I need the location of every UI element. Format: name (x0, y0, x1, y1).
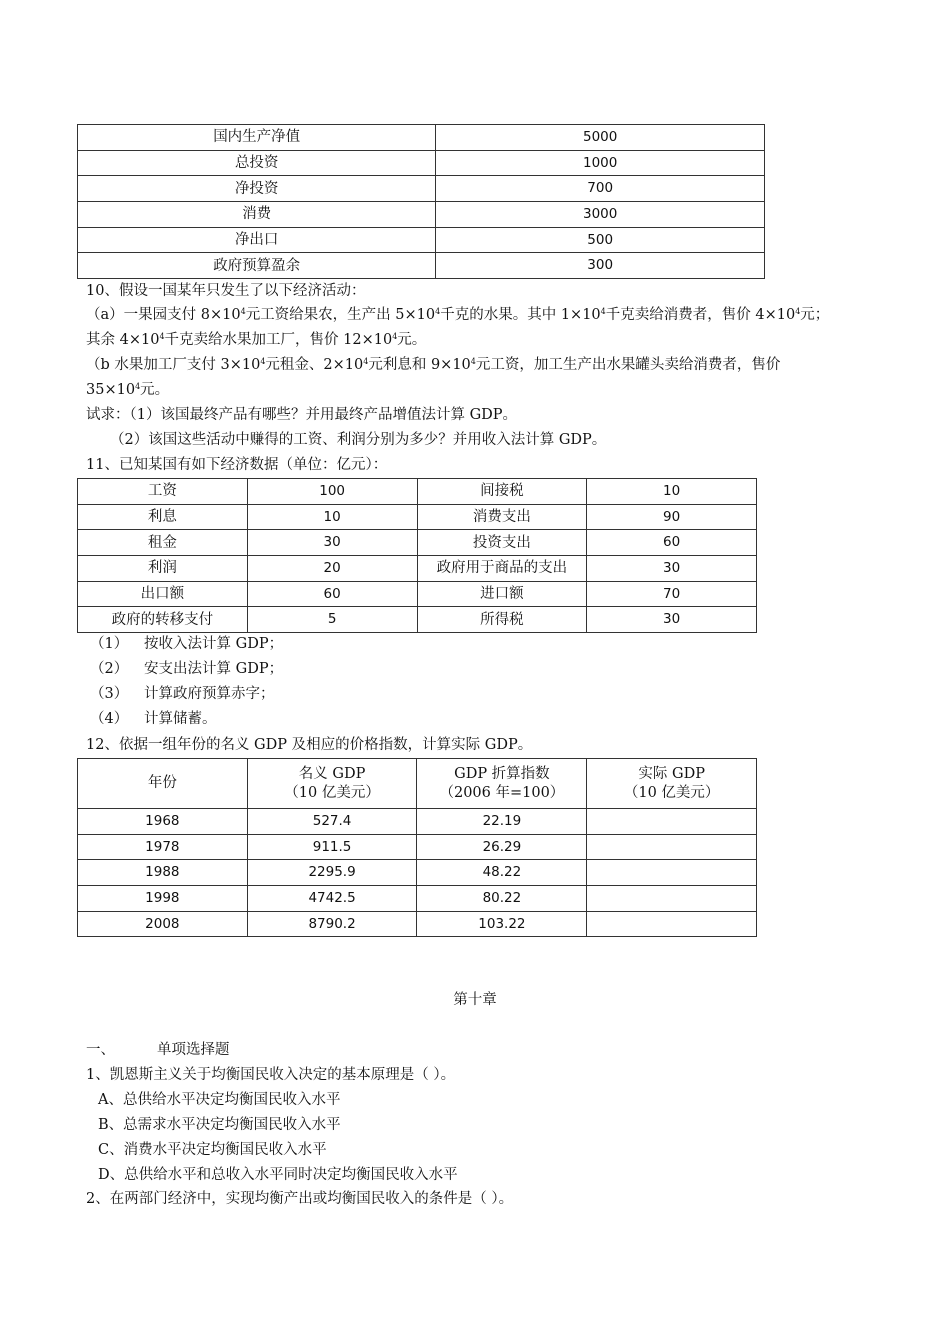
table-row (78, 176, 765, 202)
table-row (78, 227, 765, 253)
option-item: A、总供给水平决定均衡国民收入水平 (98, 1092, 341, 1108)
list-item-text: 安支出法计算 GDP； (144, 661, 284, 677)
item-label: 政府预算盈余 (78, 253, 436, 279)
list-item-text: 计算政府预算赤字； (144, 686, 275, 702)
list-item-number: （4） (90, 711, 129, 727)
real-gdp-cell (587, 886, 757, 912)
item-value: 10 (247, 504, 417, 530)
item-value: 5000 (436, 125, 765, 151)
item-label: 利润 (78, 556, 248, 582)
item-value: 500 (436, 227, 765, 253)
nominal-gdp-cell: 4742.5 (247, 886, 417, 912)
item-value: 100 (247, 479, 417, 505)
item-label: 消费支出 (417, 504, 587, 530)
item-value: 1000 (436, 150, 765, 176)
table-row (78, 530, 757, 556)
real-gdp-cell (587, 809, 757, 835)
item-label: 间接税 (417, 479, 587, 505)
table-row (78, 911, 757, 937)
item-value: 300 (436, 253, 765, 279)
chapter-title: 第十章 (453, 992, 497, 1008)
header-deflator: GDP 折算指数 （2006 年=100） (417, 759, 587, 809)
item-value: 70 (587, 581, 757, 607)
item-label: 政府用于商品的支出 (417, 556, 587, 582)
item-value: 30 (587, 556, 757, 582)
year-cell: 2008 (78, 911, 248, 937)
year-cell: 1988 (78, 860, 248, 886)
list-item (90, 659, 283, 679)
table-row (78, 886, 757, 912)
list-item-number: （1） (90, 636, 129, 652)
deflator-cell: 103.22 (417, 911, 587, 937)
deflator-cell: 22.19 (417, 809, 587, 835)
item-label: 所得税 (417, 607, 587, 633)
table-row (78, 150, 765, 176)
item-value: 10 (587, 479, 757, 505)
q10-ask2: （2）该国这些活动中赚得的工资、利润分别为多少？并用收入法计算 GDP。 (110, 432, 607, 448)
year-cell: 1968 (78, 809, 248, 835)
option-item: C、消费水平决定均衡国民收入水平 (98, 1142, 327, 1158)
table-row (78, 253, 765, 279)
item-label: 消费 (78, 202, 436, 228)
option-item: B、总需求水平决定均衡国民收入水平 (98, 1117, 341, 1133)
national-accounts-table (77, 124, 765, 279)
table-row (78, 834, 757, 860)
nominal-gdp-cell: 911.5 (247, 834, 417, 860)
item-value: 3000 (436, 202, 765, 228)
item-label: 总投资 (78, 150, 436, 176)
table-row (78, 581, 757, 607)
list-item (90, 684, 275, 704)
item-label: 政府的转移支付 (78, 607, 248, 633)
header-real-gdp: 实际 GDP （10 亿美元） (587, 759, 757, 809)
nominal-gdp-cell: 2295.9 (247, 860, 417, 886)
list-item-text: 计算储蓄。 (144, 711, 217, 727)
list-item-text: 按收入法计算 GDP； (144, 636, 284, 652)
header-year: 年份 (78, 759, 248, 809)
item-label: 净出口 (78, 227, 436, 253)
gdp-deflator-table (77, 758, 757, 937)
q10-title: 10、假设一国某年只发生了以下经济活动： (86, 283, 366, 299)
list-item (90, 634, 283, 654)
table-row (78, 607, 757, 633)
list-item-number: （3） (90, 686, 129, 702)
item-value: 5 (247, 607, 417, 633)
nominal-gdp-cell: 8790.2 (247, 911, 417, 937)
table-row (78, 125, 765, 151)
item-value: 90 (587, 504, 757, 530)
table-row (78, 556, 757, 582)
item-value: 60 (587, 530, 757, 556)
item-value: 20 (247, 556, 417, 582)
table-row (78, 202, 765, 228)
q11-title: 11、已知某国有如下经济数据（单位：亿元）： (86, 457, 388, 473)
option-item: D、总供给水平和总收入水平同时决定均衡国民收入水平 (98, 1167, 458, 1183)
q10-a-line1: （a）一果园支付 $8\times 10^4$元工资给果农，生产出 $5\times 10^4$千克的水果。其中 $1\times 10^4$千克卖给消费者，售价 $4\times 10^4$元； (86, 307, 830, 323)
item-value: 700 (436, 176, 765, 202)
table-row (78, 504, 757, 530)
item-label: 出口额 (78, 581, 248, 607)
item-value: 30 (247, 530, 417, 556)
list-item (90, 709, 217, 729)
section-heading: 一、 单项选择题 (86, 1042, 230, 1058)
q10-ask1: 试求：（1）该国最终产品有哪些？并用最终产品增值法计算 GDP。 (86, 407, 518, 423)
item-value: 30 (587, 607, 757, 633)
item-label: 进口额 (417, 581, 587, 607)
q10-b-line1: （b 水果加工厂支付 $3\times 10^4$元租金、$2\times 10^4$元利息和 $9\times 10^4$元工资，加工生产出水果罐头卖给消费者，售价 (86, 357, 781, 373)
deflator-cell: 48.22 (417, 860, 587, 886)
q12-title: 12、依据一组年份的名义 GDP 及相应的价格指数，计算实际 GDP。 (86, 737, 533, 753)
q10-b-line2: $35\times 10^4$元。 (86, 382, 170, 398)
q10-a-line2: 其余 $4\times 10^4$千克卖给水果加工厂，售价 $12\times 10^4$元。 (86, 332, 427, 348)
economic-data-table (77, 478, 757, 633)
year-cell: 1998 (78, 886, 248, 912)
item-label: 租金 (78, 530, 248, 556)
item-value: 60 (247, 581, 417, 607)
item-label: 利息 (78, 504, 248, 530)
table-row (78, 479, 757, 505)
header-nominal-gdp: 名义 GDP （10 亿美元） (247, 759, 417, 809)
mc1-question: 1、凯恩斯主义关于均衡国民收入决定的基本原理是（ ）。 (86, 1067, 456, 1083)
year-cell: 1978 (78, 834, 248, 860)
item-label: 国内生产净值 (78, 125, 436, 151)
deflator-cell: 26.29 (417, 834, 587, 860)
list-item-number: （2） (90, 661, 129, 677)
real-gdp-cell (587, 911, 757, 937)
table-row (78, 809, 757, 835)
mc2-question: 2、在两部门经济中，实现均衡产出或均衡国民收入的条件是（ ）。 (86, 1191, 514, 1207)
deflator-cell: 80.22 (417, 886, 587, 912)
item-label: 工资 (78, 479, 248, 505)
table-row (78, 860, 757, 886)
real-gdp-cell (587, 860, 757, 886)
nominal-gdp-cell: 527.4 (247, 809, 417, 835)
item-label: 投资支出 (417, 530, 587, 556)
item-label: 净投资 (78, 176, 436, 202)
real-gdp-cell (587, 834, 757, 860)
